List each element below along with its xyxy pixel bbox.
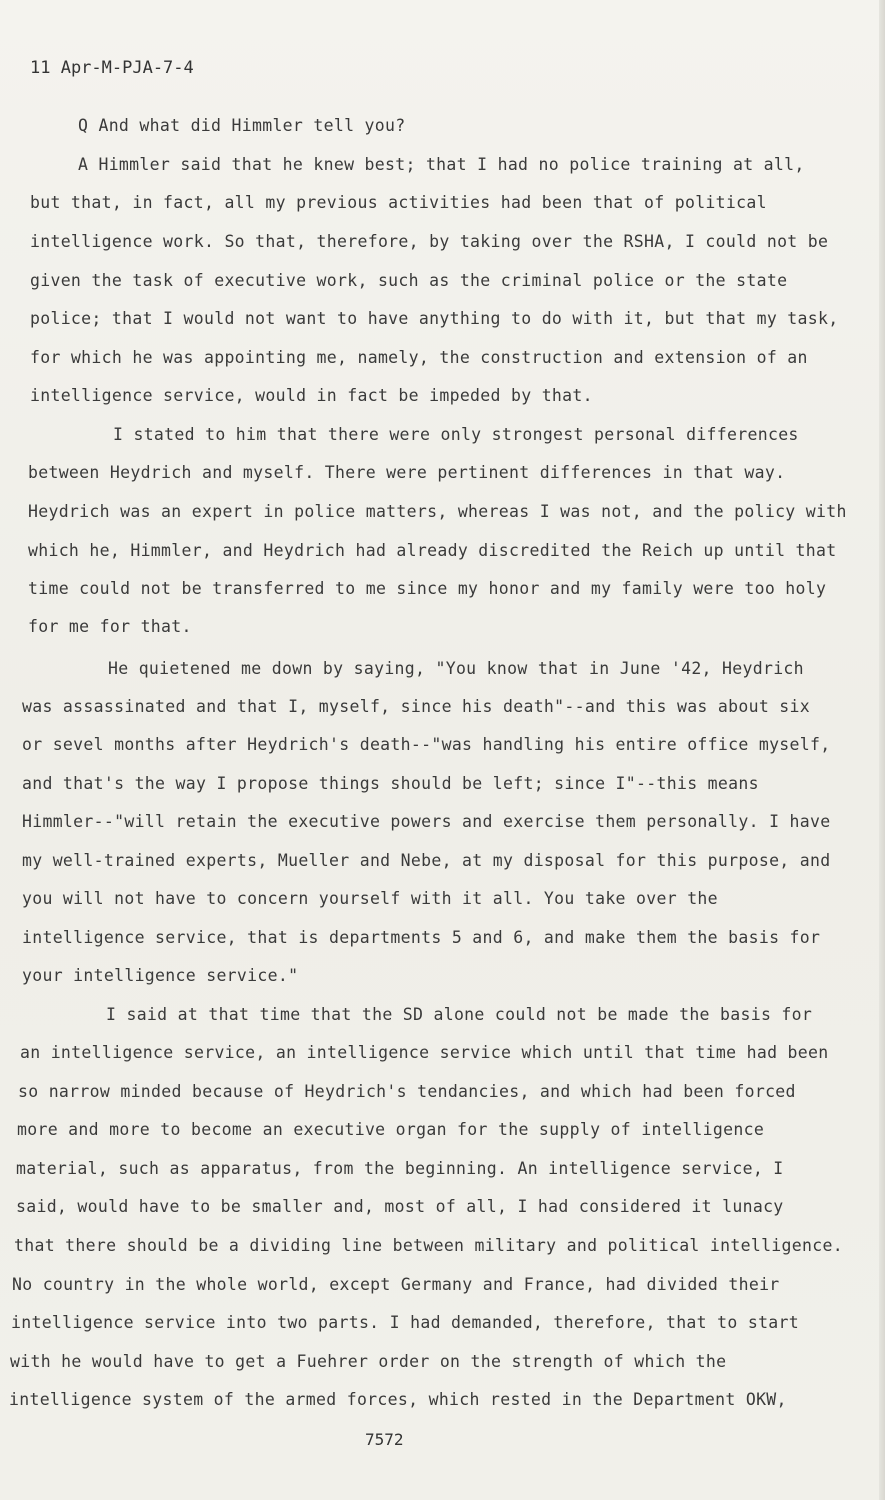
text-line: more and more to become an executive organ for the supply of intelligence bbox=[17, 1120, 765, 1139]
text-line: and that's the way I propose things should be left; since I"--this means bbox=[22, 774, 759, 793]
text-line: or sevel months after Heydrich's death--"was handling his entire office myself, bbox=[22, 735, 831, 754]
text-line: intelligence work. So that, therefore, by taking over the RSHA, I could not be bbox=[30, 232, 829, 251]
text-line: with he would have to get a Fuehrer order on the strength of which the bbox=[10, 1352, 727, 1371]
text-line: Q And what did Himmler tell you? bbox=[78, 116, 406, 135]
text-line: intelligence service, would in fact be impeded by that. bbox=[30, 386, 593, 405]
text-line: that there should be a dividing line between military and political intelligence. bbox=[14, 1236, 843, 1255]
text-line: I stated to him that there were only strongest personal differences bbox=[113, 425, 799, 444]
text-line: so narrow minded because of Heydrich's tendancies, and which had been forced bbox=[18, 1082, 796, 1101]
text-line: your intelligence service." bbox=[22, 966, 299, 985]
text-line: between Heydrich and myself. There were pertinent differences in that way. bbox=[28, 463, 786, 482]
text-line: I said at that time that the SD alone could not be made the basis for bbox=[106, 1005, 813, 1024]
text-line: intelligence system of the armed forces, which rested in the Department OKW, bbox=[9, 1390, 787, 1409]
page-number: 7572 bbox=[365, 1430, 404, 1449]
text-line: was assassinated and that I, myself, since his death"--and this was about six bbox=[22, 697, 811, 716]
text-line: police; that I would not want to have anything to do with it, but that my task, bbox=[30, 309, 839, 328]
text-line: intelligence service into two parts. I had demanded, therefore, that to start bbox=[11, 1313, 800, 1332]
text-line: given the task of executive work, such as the criminal police or the state bbox=[30, 271, 788, 290]
text-line: material, such as apparatus, from the beginning. An intelligence service, I bbox=[16, 1159, 784, 1178]
text-line: my well-trained experts, Mueller and Nebe, at my disposal for this purpose, and bbox=[22, 851, 831, 870]
text-line: an intelligence service, an intelligence service which until that time had been bbox=[20, 1043, 829, 1062]
text-line: for me for that. bbox=[28, 617, 192, 636]
text-line: No country in the whole world, except Germany and France, had divided their bbox=[12, 1275, 780, 1294]
text-line: which he, Himmler, and Heydrich had already discredited the Reich up until that bbox=[28, 541, 837, 560]
text-line: you will not have to concern yourself with it all. You take over the bbox=[22, 889, 718, 908]
text-line: Heydrich was an expert in police matters, whereas I was not, and the policy with bbox=[28, 502, 847, 521]
text-line: A Himmler said that he knew best; that I had no police training at all, bbox=[78, 155, 805, 174]
text-line: time could not be transferred to me since my honor and my family were too holy bbox=[28, 579, 827, 598]
text-line: for which he was appointing me, namely, the construction and extension of an bbox=[30, 348, 808, 367]
text-line: intelligence service, that is departments 5 and 6, and make them the basis for bbox=[22, 928, 821, 947]
text-line: said, would have to be smaller and, most of all, I had considered it lunacy bbox=[16, 1197, 784, 1216]
document-header: 11 Apr-M-PJA-7-4 bbox=[30, 58, 194, 78]
text-line: but that, in fact, all my previous activities had been that of political bbox=[30, 193, 767, 212]
page-edge-shadow bbox=[879, 0, 885, 1500]
text-line: Himmler--"will retain the executive powers and exercise them personally. I have bbox=[22, 812, 831, 831]
text-line: He quietened me down by saying, "You know that in June '42, Heydrich bbox=[108, 659, 804, 678]
